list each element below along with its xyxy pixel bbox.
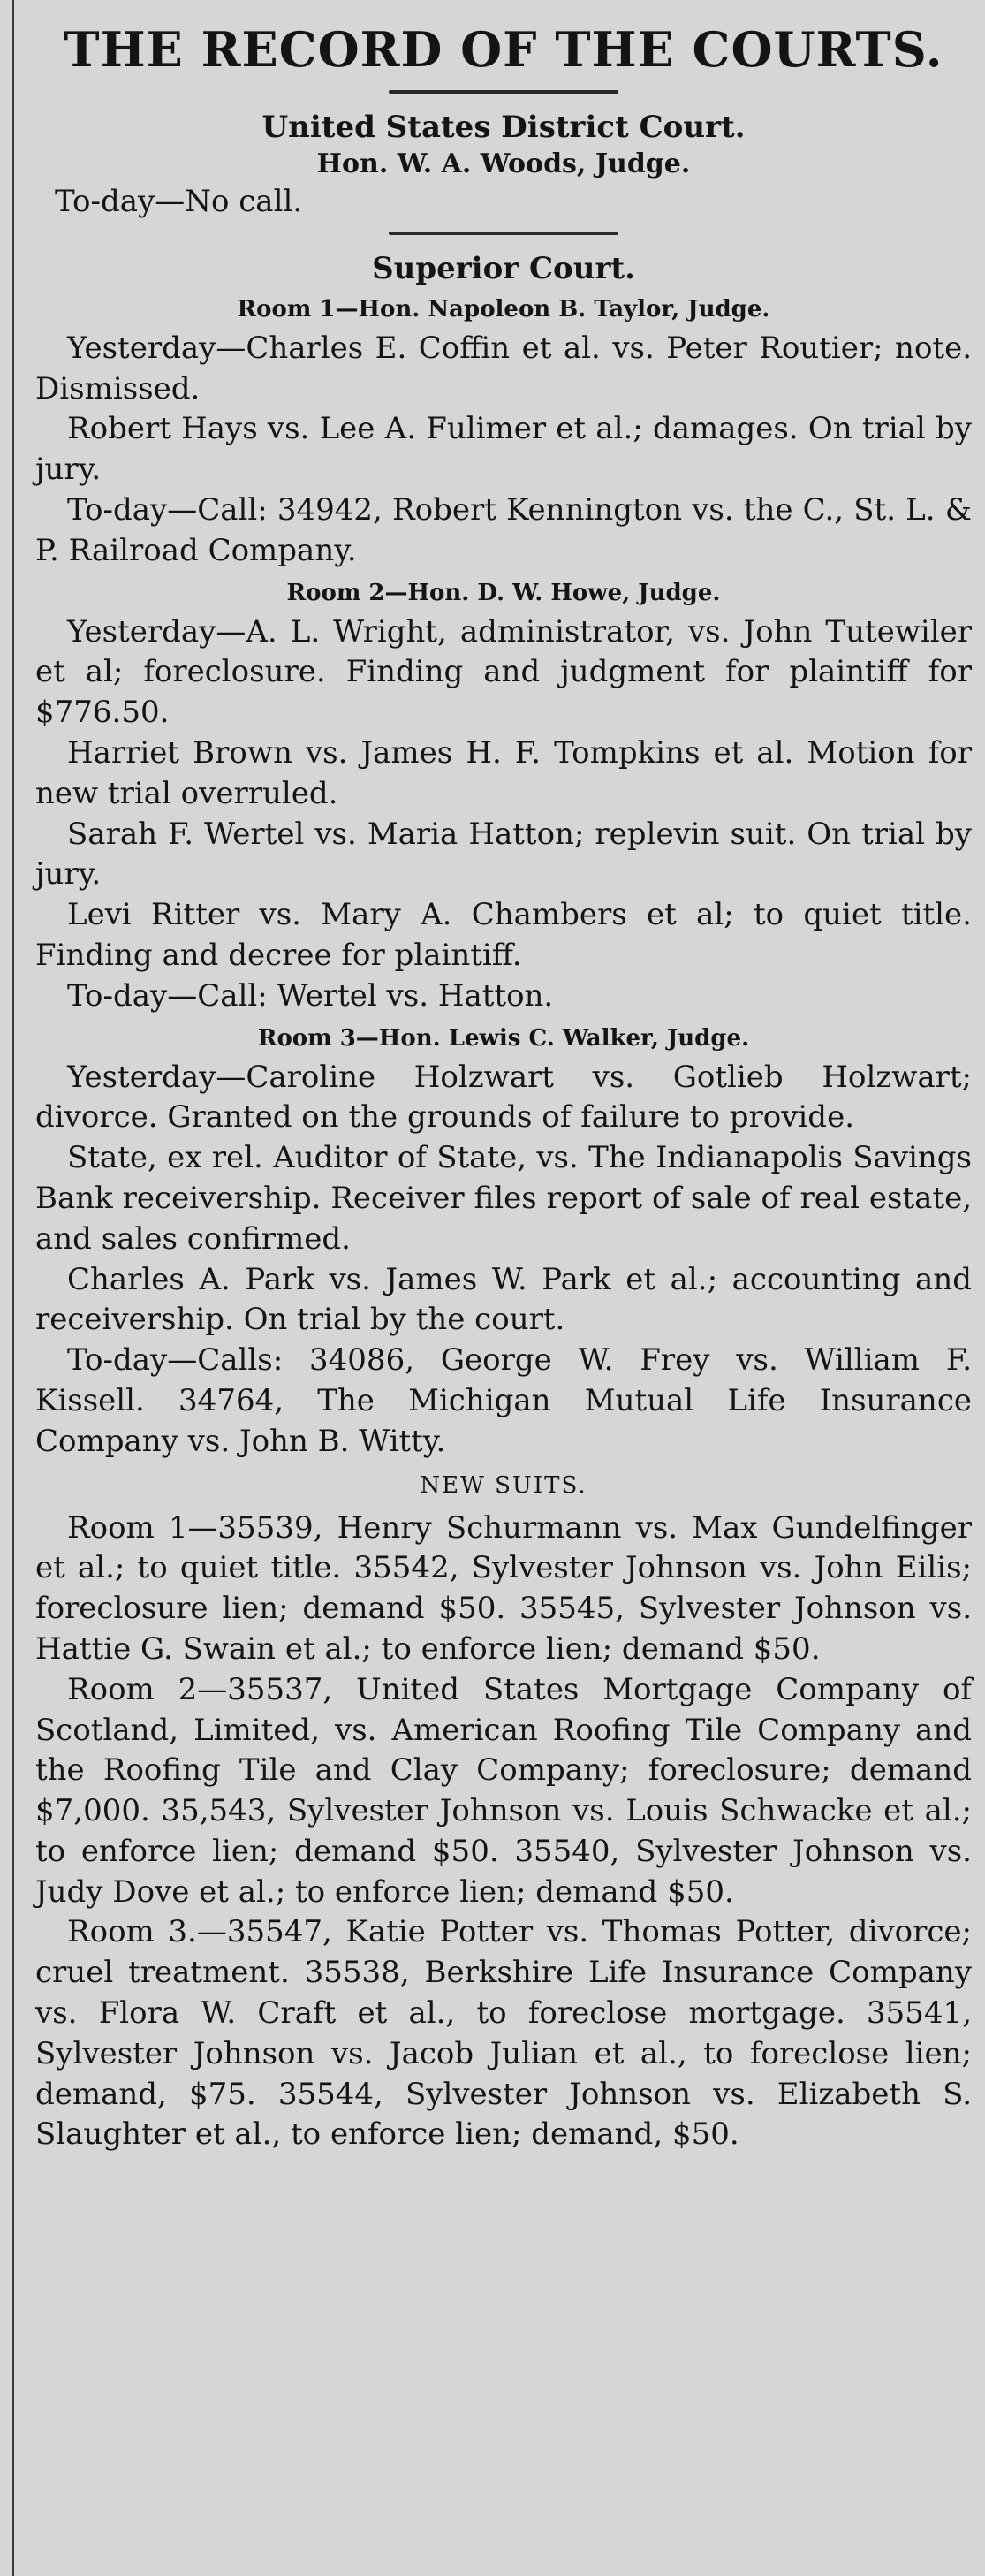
room-heading: Room 2—Hon. D. W. Howe, Judge. <box>286 579 721 606</box>
new-suits-section <box>35 1466 972 2156</box>
court-name: United States District Court. <box>261 110 746 145</box>
room-block <box>35 1021 972 1463</box>
paragraph: To-day—Call: Wertel vs. Hatton. <box>67 977 554 1014</box>
court-name: Superior Court. <box>372 250 635 286</box>
section-heading: NEW SUITS. <box>420 1471 587 1499</box>
paragraph: Room 3.—35547, Katie Potter vs. Thomas Potter, divorce; cruel treatment. 35538, Berkshire Life Insurance Company vs. Flora W. Craft et al., to foreclose mortgage. 35541, Sylvester Johnson vs. Jacob Julian et al., to foreclose lien; demand, $75. 35544, Sylvester Johnson vs. Elizabeth S. Slaughter et al., to enforce lien; demand, $50. <box>35 1914 972 2153</box>
paragraph: Yesterday—A. L. Wright, administrator, vs. John Tutewiler et al; foreclosure. Finding and judgment for plaintiff for $776.50. <box>35 613 972 731</box>
page-title: THE RECORD OF THE COURTS. <box>64 21 943 78</box>
room-block <box>35 292 972 572</box>
paragraph: Sarah F. Wertel vs. Maria Hatton; replevin suit. On trial by jury. <box>35 816 972 893</box>
paragraph: Charles A. Park vs. James W. Park et al.; accounting and receivership. On trial by the court. <box>35 1261 972 1338</box>
paragraph: To-day—Call: 34942, Robert Kennington vs. the C., St. L. & P. Railroad Company. <box>35 491 972 568</box>
divider <box>389 232 618 235</box>
paragraph: Yesterday—Caroline Holzwart vs. Gotlieb Holzwart; divorce. Granted on the grounds of failure to provide. <box>35 1059 972 1136</box>
judge-line: Hon. W. A. Woods, Judge. <box>316 148 691 179</box>
paragraph: Robert Hays vs. Lee A. Fulimer et al.; damages. On trial by jury. <box>35 411 972 488</box>
newspaper-column <box>35 18 972 2155</box>
column-rule <box>12 0 14 2576</box>
paragraph: Yesterday—Charles E. Coffin et al. vs. Peter Routier; note. Dismissed. <box>35 330 972 407</box>
paragraph: Levi Ritter vs. Mary A. Chambers et al; to quiet title. Finding and decree for plaintiff. <box>35 897 972 973</box>
paragraph: To-day—No call. <box>55 184 303 219</box>
paragraph: Room 2—35537, United States Mortgage Company of Scotland, Limited, vs. American Roofing Tile Company and the Roofing Tile and Clay Company; foreclosure; demand $7,000. 35,543, Sylvester Johnson vs. Louis Schwacke et al.; to enforce lien; demand $50. 35540, Sylvester Johnson vs. Judy Dove et al.; to enforce lien; demand $50. <box>35 1671 972 1910</box>
paragraph: Room 1—35539, Henry Schurmann vs. Max Gundelfinger et al.; to quiet title. 35542, Sylvester Johnson vs. John Eilis; foreclosure lien; demand $50. 35545, Sylvester Johnson vs. Hattie G. Swain et al.; to enforce lien; demand $50. <box>35 1509 972 1667</box>
room-heading: Room 1—Hon. Napoleon B. Taylor, Judge. <box>237 295 770 323</box>
room-heading: Room 3—Hon. Lewis C. Walker, Judge. <box>257 1024 750 1052</box>
paragraph: Harriet Brown vs. James H. F. Tompkins et al. Motion for new trial overruled. <box>35 734 972 811</box>
paragraph: State, ex rel. Auditor of State, vs. The Indianapolis Savings Bank receivership. Receiver files report of sale of real estate, and sales confirmed. <box>35 1140 972 1257</box>
superior-court-section <box>35 249 972 1463</box>
divider <box>389 90 618 94</box>
paragraph: To-day—Calls: 34086, George W. Frey vs. William F. Kissell. 34764, The Michigan Mutual Life Insurance Company vs. John B. Witty. <box>35 1342 972 1459</box>
district-court-section <box>35 108 972 223</box>
room-block <box>35 575 972 1017</box>
